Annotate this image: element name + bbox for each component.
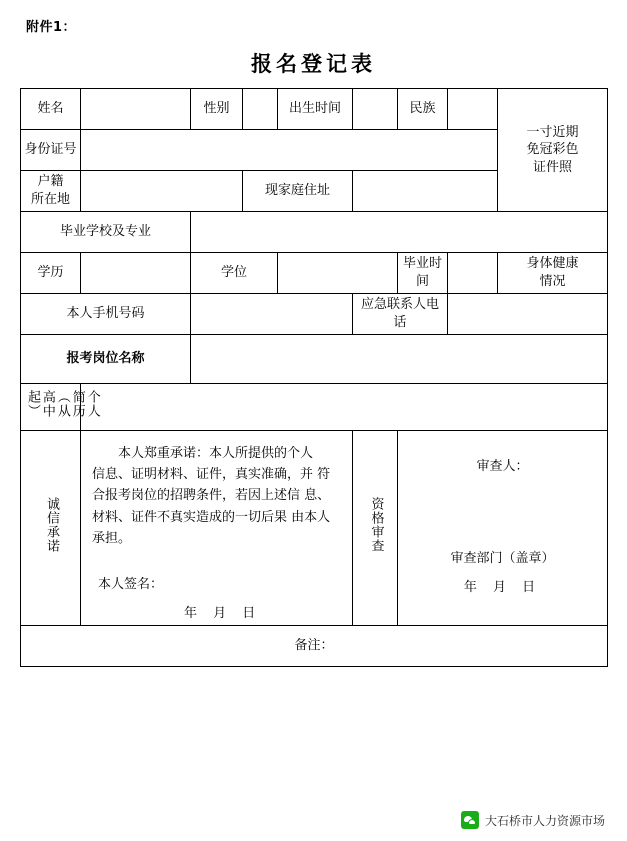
field-label-current-address: 现家庭住址 <box>243 171 353 212</box>
health-line-2: 情况 <box>539 274 566 289</box>
field-value-school-major[interactable] <box>191 212 608 253</box>
field-label-mobile: 本人手机号码 <box>21 294 191 335</box>
field-value-education[interactable] <box>81 253 191 294</box>
registration-form-table <box>20 88 608 667</box>
field-label-degree: 学位 <box>191 253 278 294</box>
table-row <box>21 384 608 431</box>
signature-date-line[interactable]: 年 月 日 <box>184 606 262 622</box>
field-value-emergency-phone[interactable] <box>448 294 608 335</box>
wechat-icon <box>461 811 479 829</box>
field-label-graduation-date: 毕业时间 <box>398 253 448 294</box>
household-line-1: 户籍 <box>37 174 64 190</box>
table-row <box>21 212 608 253</box>
field-value-graduation-date[interactable] <box>448 253 498 294</box>
signature-label[interactable]: 本人签名： <box>98 576 164 592</box>
table-row <box>21 625 608 666</box>
commitment-line-4: 息、材料、证件不真实造成的一切后果 <box>92 488 331 525</box>
field-label-id-number: 身份证号 <box>21 130 81 171</box>
photo-placeholder <box>498 89 608 212</box>
field-value-resume[interactable] <box>81 384 608 431</box>
photo-note-line-1: 一寸近期 <box>526 124 579 140</box>
footer-account <box>461 811 605 829</box>
field-label-position-applied: 报考岗位名称 <box>21 335 191 384</box>
field-value-id-number[interactable] <box>81 130 498 171</box>
field-value-household[interactable] <box>81 171 243 212</box>
review-cell <box>398 430 608 625</box>
photo-note-line-3: 证件照 <box>532 159 572 175</box>
field-label-household <box>21 171 81 212</box>
field-label-resume: 个人简历（从高中起） <box>21 384 81 431</box>
commitment-line-1: 本人郑重承诺：本人所提供的个人 <box>118 445 314 461</box>
household-line-2: 所在地 <box>30 192 70 207</box>
footer-account-name: 大石桥市人力资源市场 <box>484 813 605 828</box>
field-label-qualification: 资格审查 <box>353 430 398 625</box>
review-date-line[interactable]: 年 月 日 <box>463 580 542 596</box>
field-label-emergency-phone: 应急联系人电话 <box>353 294 448 335</box>
review-department-label[interactable]: 审查部门（盖章） <box>450 550 555 566</box>
field-value-gender[interactable] <box>243 89 278 130</box>
field-label-name: 姓名 <box>21 89 81 130</box>
table-row <box>21 430 608 625</box>
photo-note-line-2: 免冠彩色 <box>526 142 579 158</box>
field-label-birth-date: 出生时间 <box>278 89 353 130</box>
health-line-1: 身体健康 <box>526 256 579 272</box>
field-value-position-applied[interactable] <box>191 335 608 384</box>
table-row <box>21 335 608 384</box>
commitment-line-5: 由本人承担。 <box>92 509 331 547</box>
attachment-label: 附件1： <box>26 20 77 35</box>
commitment-line-2: 信息、证明材料、证件，真实准确，并 <box>92 466 314 482</box>
page-title: 报名登记表 <box>251 51 376 76</box>
field-label-gender: 性别 <box>191 89 243 130</box>
field-label-health <box>498 253 608 294</box>
field-value-current-address[interactable] <box>353 171 498 212</box>
table-row <box>21 89 608 130</box>
field-value-birth-date[interactable] <box>353 89 398 130</box>
field-value-name[interactable] <box>81 89 191 130</box>
field-label-school-major: 毕业学校及专业 <box>21 212 191 253</box>
field-value-degree[interactable] <box>278 253 398 294</box>
field-label-integrity: 诚信承诺 <box>21 430 81 625</box>
field-label-education: 学历 <box>21 253 81 294</box>
commitment-line-3: 符合报考岗位的招聘条件，若因上述信 <box>92 466 331 504</box>
field-label-remark[interactable]: 备注： <box>21 625 608 666</box>
table-row <box>21 294 608 335</box>
field-label-ethnicity: 民族 <box>398 89 448 130</box>
reviewer-label[interactable]: 审查人： <box>476 459 529 475</box>
field-value-ethnicity[interactable] <box>448 89 498 130</box>
field-value-mobile[interactable] <box>191 294 353 335</box>
table-row <box>21 253 608 294</box>
commitment-text-cell <box>81 430 353 625</box>
